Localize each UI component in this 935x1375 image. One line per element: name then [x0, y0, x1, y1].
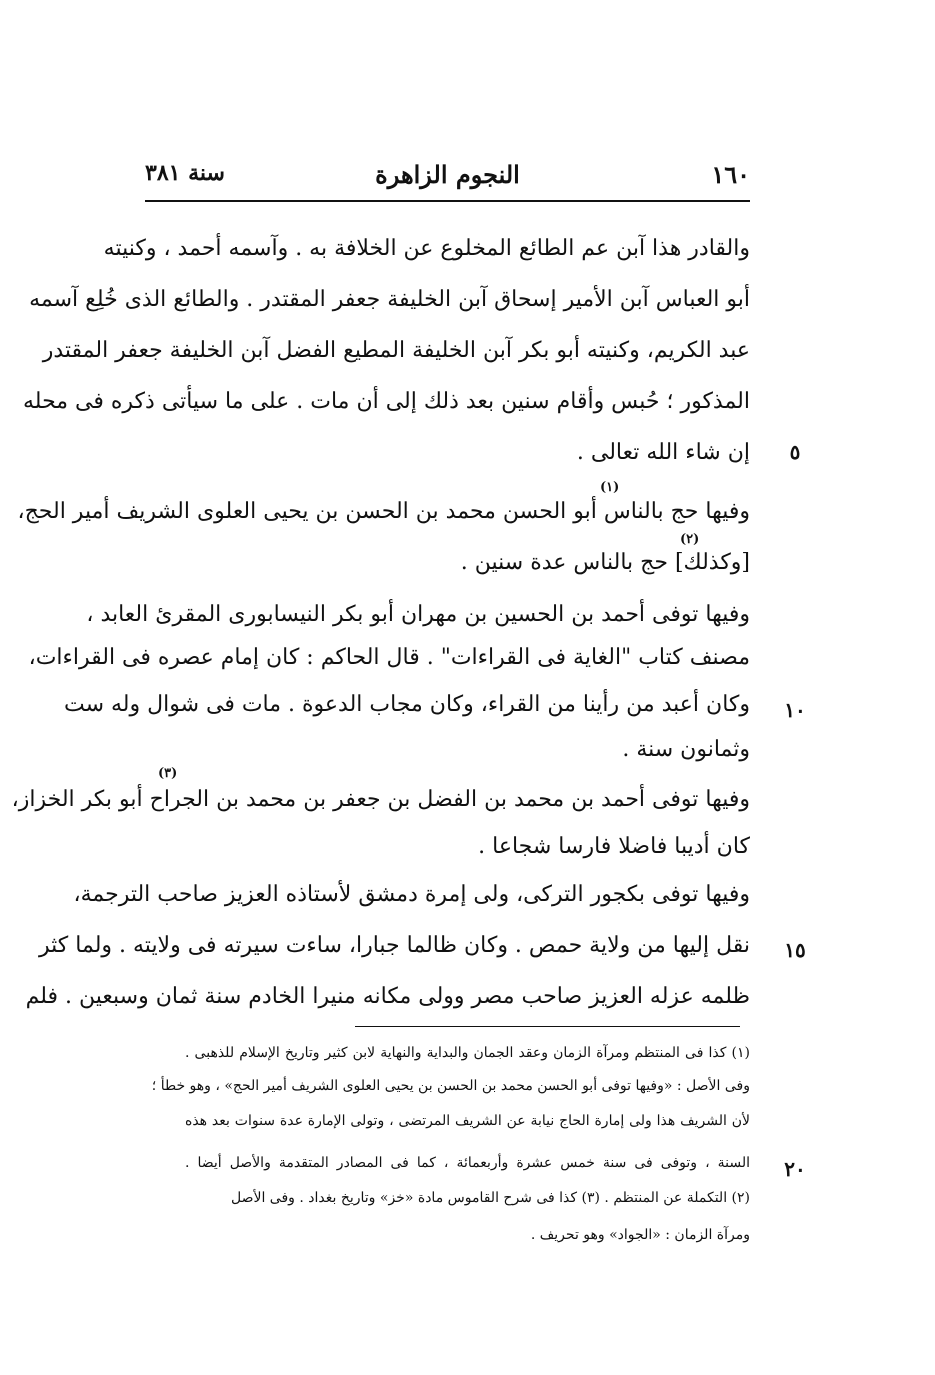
- footnote-ref: (١): [600, 480, 620, 495]
- footnote-rule: [355, 1026, 740, 1027]
- footnote-line: (١) كذا فى المنتظم ومرآة الزمان وعقد الجمان والبداية والنهاية لابن كثير وتاريخ الإسلام للذهبى .: [185, 1045, 750, 1061]
- text-line: إن شاء الله تعالى .: [576, 440, 750, 465]
- text-line: وفيها حج بالناس أبو الحسن محمد بن الحسن بن يحيى العلوى الشريف أمير الحج،: [17, 499, 750, 524]
- text-line: [وكذلك] حج بالناس عدة سنين .: [460, 550, 750, 575]
- text-line: وفيها توفى أحمد بن محمد بن الفضل بن جعفر بن محمد بن الجراح أبو بكر الخزاز،: [11, 787, 750, 812]
- line-number-margin: ٥: [789, 440, 801, 464]
- text-line: مصنف كتاب "الغاية فى القراءات" . قال الحاكم : كان إمام عصره فى القراءات،: [28, 645, 750, 670]
- text-line: وثمانون سنة .: [622, 737, 750, 762]
- line-number-margin: ٢٠: [784, 1157, 806, 1181]
- footnote-ref: (٣): [158, 766, 178, 781]
- footnote-line: (٢) التكملة عن المنتظم . (٣) كذا فى شرح القاموس مادة «خز» وتاريخ بغداد . وفى الأصل: [230, 1190, 750, 1206]
- footnote-ref: (٢): [680, 532, 700, 547]
- text-line: ظلمه عزله العزيز صاحب مصر وولى مكانه منيرا الخادم سنة ثمان وسبعين . فلم: [25, 984, 750, 1009]
- text-line: كان أديبا فاضلا فارسا شجاعا .: [478, 834, 750, 859]
- footnote-line: السنة ، وتوفى فى سنة خمس عشرة وأربعمائة ، كما فى المصادر المتقدمة والأصل أيضا .: [185, 1155, 750, 1171]
- header-rule: [145, 200, 750, 202]
- text-line: وكان أعبد من رأينا من القراء، وكان مجاب الدعوة . مات فى شوال وله ست: [63, 692, 750, 717]
- text-line: أبو العباس آبن الأمير إسحاق آبن الخليفة جعفر المقتدر . والطائع الذى خُلِع آسمه: [29, 287, 750, 312]
- text-line: وفيها توفى بكجور التركى، ولى إمرة دمشق لأستاذه العزيز صاحب الترجمة،: [73, 882, 750, 907]
- text-line: المذكور ؛ حُبس وأقام سنين بعد ذلك إلى أن مات . على ما سيأتى ذكره فى محله: [22, 389, 750, 414]
- page-number: ١٦٠: [711, 160, 750, 189]
- text-line: وفيها توفى أحمد بن الحسين بن مهران أبو بكر النيسابورى المقرئ العابد ،: [86, 602, 750, 627]
- footnote-line: ومرآة الزمان : «الجواد» وهو تحريف .: [530, 1227, 750, 1243]
- footnote-line: لأن الشريف هذا ولى إمارة الحاج نيابة عن الشريف المرتضى ، وتولى الإمارة عدة سنوات بعد هذه: [185, 1113, 750, 1129]
- running-title: النجوم الزاهرة: [375, 160, 520, 189]
- line-number-margin: ١٥: [784, 938, 806, 962]
- page-header: [145, 160, 750, 196]
- footnote-line: وفى الأصل : «وفيها توفى أبو الحسن محمد بن الحسن بن يحيى العلوى الشريف أمير الحج» ، وهو خطأ ؛: [151, 1078, 750, 1094]
- text-line: نقل إليها من ولاية حمص . وكان ظالما جبارا، ساءت سيرته فى ولايته . ولما كثر: [39, 933, 750, 958]
- year-heading: سنة ٣٨١: [145, 160, 225, 186]
- text-line: عبد الكريم، وكنيته أبو بكر آبن الخليفة المطيع الفضل آبن الخليفة جعفر المقتدر: [42, 338, 750, 363]
- text-line: والقادر هذا آبن عم الطائع المخلوع عن الخلافة به . وآسمه أحمد ، وكنيته: [103, 236, 750, 261]
- line-number-margin: ١٠: [784, 698, 806, 722]
